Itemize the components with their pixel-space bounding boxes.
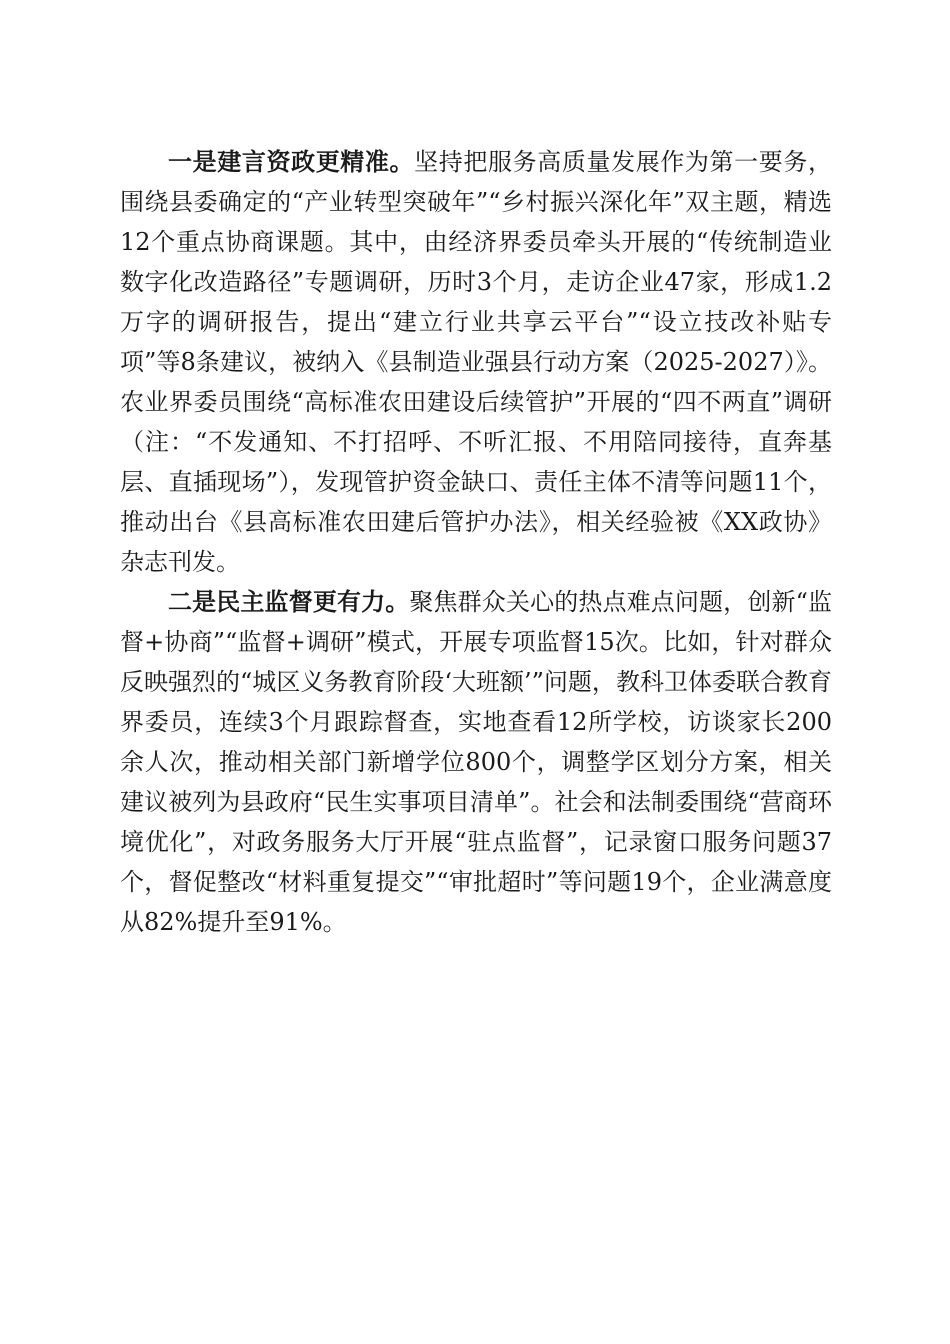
paragraph-2-body: 聚焦群众关心的热点难点问题，创新“监督+协商”“监督+调研”模式，开展专项监督15次。比如，针对群众反映强烈的“城区义务教育阶段‘大班额’”问题，教科卫体委联合教育界委员，连续3个月跟踪督查，实地查看12所学校，访谈家长200余人次，推动相关部门新增学位800个，调整学区划分方案，相关建议被列为县政府“民生实事项目清单”。社会和法制委围绕“营商环境优化”，对政务服务大厅开展“驻点监督”，记录窗口服务问题37个，督促整改“材料重复提交”“审批超时”等问题19个，企业满意度从82%提升至91%。 bbox=[120, 588, 833, 936]
paragraph-1-body: 坚持把服务高质量发展作为第一要务，围绕县委确定的“产业转型突破年”“乡村振兴深化年”双主题，精选12个重点协商课题。其中，由经济界委员牵头开展的“传统制造业数字化改造路径”专题调研，历时3个月，走访企业47家，形成1.2万字的调研报告，提出“建立行业共享云平台”“设立技改补贴专项”等8条建议，被纳入《县制造业强县行动方案（2025-2027）》。农业界委员围绕“高标准农田建设后续管护”开展的“四不两直”调研（注：“不发通知、不打招呼、不听汇报、不用陪同接待，直奔基层、直插现场”），发现管护资金缺口、责任主体不清等问题11个，推动出台《县高标准农田建后管护办法》，相关经验被《XX政协》杂志刊发。 bbox=[120, 148, 833, 576]
document-body bbox=[120, 142, 832, 942]
paragraph-2 bbox=[120, 582, 832, 942]
paragraph-2-lead: 二是民主监督更有力。 bbox=[168, 588, 410, 616]
paragraph-1 bbox=[120, 142, 832, 582]
paragraph-1-lead: 一是建言资政更精准。 bbox=[168, 148, 415, 176]
